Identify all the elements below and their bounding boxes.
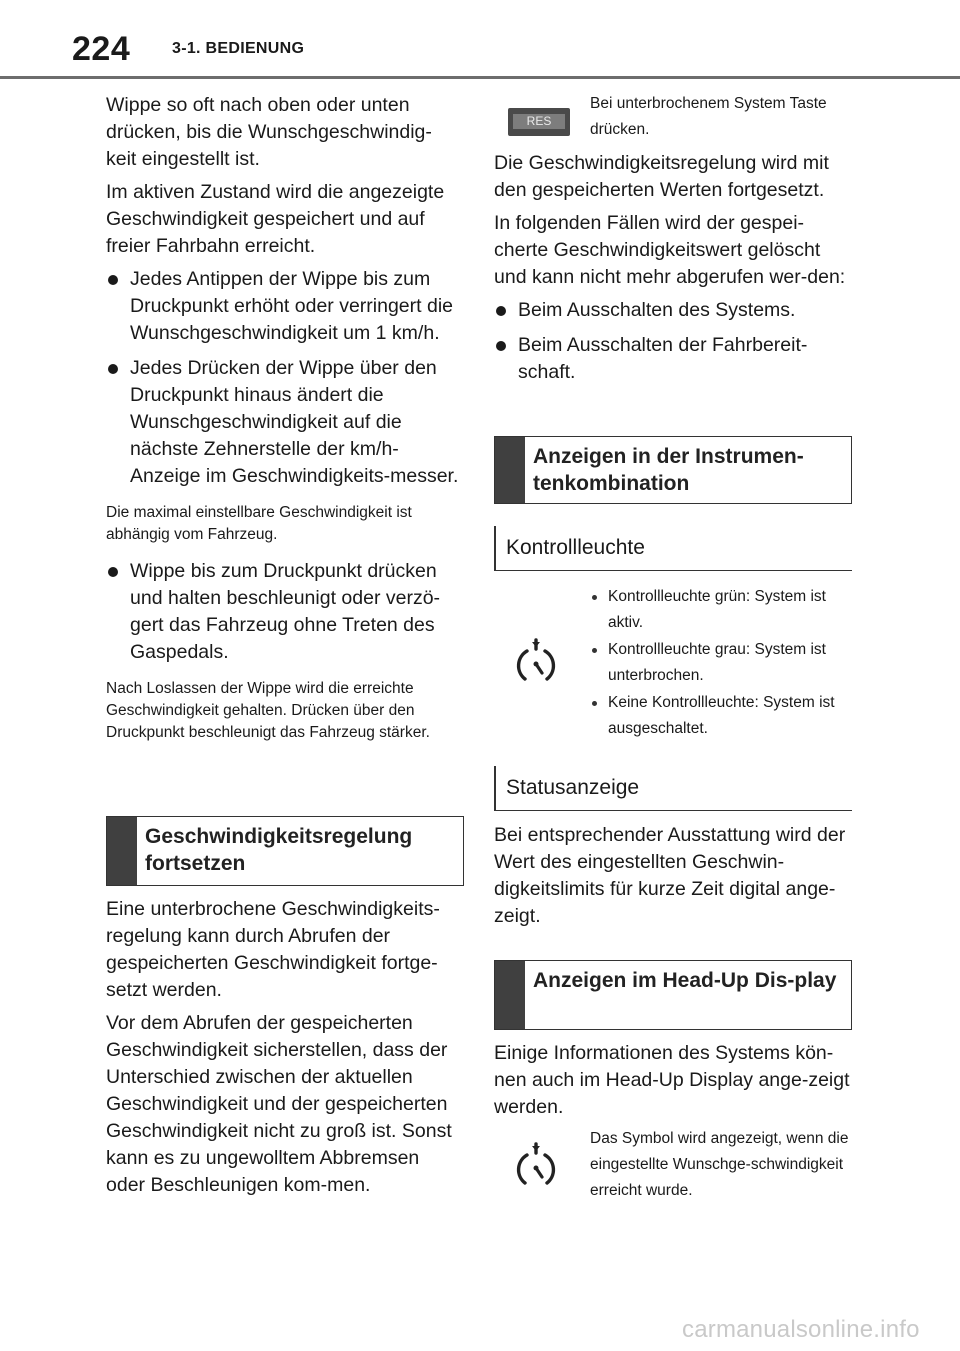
note: Die maximal einstellbare Geschwindigkeit ist abhängig vom Fahrzeug.	[106, 504, 412, 543]
list-item: Keine Kontrollleuchte: System ist ausgeschaltet.	[590, 690, 854, 742]
res-description: Bei unterbrochenem System Taste drücken.	[590, 95, 827, 138]
bullet-list	[494, 297, 852, 386]
left-column	[106, 92, 462, 756]
paragraph: Die Geschwindigkeitsregelung wird mit den gespeicherten Werten fortgesetzt.	[494, 152, 829, 201]
lamp-state-list	[590, 584, 854, 743]
paragraph: Einige Informationen des Systems kön-nen auch im Head-Up Display ange-zeigt werden.	[494, 1042, 850, 1118]
hud-cruise-control-icon	[514, 1140, 558, 1196]
list-item: Kontrollleuchte grün: System ist aktiv.	[590, 584, 854, 636]
paragraph: Wippe so oft nach oben oder unten drücken, bis die Wunschgeschwindig-keit eingestellt ist.	[106, 94, 432, 170]
paragraph: In folgenden Fällen wird der gespei-cherte Geschwindigkeitswert gelöscht und kann nicht mehr abgerufen wer-den:	[494, 212, 846, 288]
right-column	[494, 150, 852, 394]
res-button-icon	[508, 108, 570, 136]
section-heading-box	[494, 960, 852, 1030]
list-item: Jedes Antippen der Wippe bis zum Druckpunkt erhöht oder verringert die Wunschgeschwindigkeit um 1 km/h.	[106, 266, 462, 347]
paragraph: Vor dem Abrufen der gespeicherten Geschwindigkeit sicherstellen, dass der Unterschied zwischen der aktuellen Geschwindigkeit und der gespeicherten Geschwindigkeit nicht zu groß ist. Sonst kann es zu ungewolltem Abbremsen oder Beschleunigen kom-men.	[106, 1012, 452, 1196]
left-column-lower	[106, 896, 462, 1205]
note: Nach Loslassen der Wippe wird die erreichte Geschwindigkeit gehalten. Drücken über den Druckpunkt beschleunigt das Fahrzeug stärker.	[106, 680, 430, 741]
bullet-list	[106, 266, 462, 490]
list-item: Wippe bis zum Druckpunkt drücken und halten beschleunigt oder verzö-gert das Fahrzeug ohne Treten des Gaspedals.	[106, 558, 462, 666]
section-heading: Anzeigen im Head-Up Dis-play	[533, 969, 837, 992]
subheading: Kontrollleuchte	[494, 526, 852, 571]
right-column-lower	[494, 1040, 852, 1127]
page-number: 224	[72, 30, 131, 68]
section-heading-box	[106, 816, 464, 886]
section-heading: Anzeigen in der Instrumen-tenkombination	[533, 445, 804, 495]
header-divider	[0, 76, 960, 79]
bullet-list	[106, 558, 462, 666]
cruise-control-icon	[514, 636, 558, 692]
list-item: Beim Ausschalten des Systems.	[494, 297, 852, 324]
list-item: Beim Ausschalten der Fahrbereit-schaft.	[494, 332, 852, 386]
paragraph: Im aktiven Zustand wird die angezeigte Geschwindigkeit gespeichert und auf freier Fahrbahn erreicht.	[106, 181, 445, 257]
hud-description: Das Symbol wird angezeigt, wenn die eingestellte Wunschge-schwindigkeit erreicht wurde.	[590, 1130, 849, 1199]
list-item: Kontrollleuchte grau: System ist unterbrochen.	[590, 637, 854, 689]
watermark: carmanualsonline.info	[682, 1316, 920, 1343]
list-item: Jedes Drücken der Wippe über den Druckpunkt hinaus ändert die Wunschgeschwindigkeit auf die nächste Zehnerstelle der km/h-Anzeige im Geschwindigkeits-messer.	[106, 355, 462, 490]
heading-bar	[495, 961, 525, 1029]
section-heading: Geschwindigkeitsregelung fortsetzen	[145, 825, 413, 875]
section-title: 3-1. BEDIENUNG	[172, 40, 305, 57]
heading-bar	[495, 437, 525, 503]
section-heading-box	[494, 436, 852, 504]
res-label: RES	[513, 114, 565, 129]
right-column-middle	[494, 822, 852, 936]
paragraph: Eine unterbrochene Geschwindigkeits-regelung kann durch Abrufen der gespeicherten Geschwindigkeit fortge-setzt werden.	[106, 898, 440, 1001]
paragraph: Bei entsprechender Ausstattung wird der Wert des eingestellten Geschwin-digkeitslimits für kurze Zeit digital ange-zeigt.	[494, 824, 846, 927]
subheading: Statusanzeige	[494, 766, 852, 811]
heading-bar	[107, 817, 137, 885]
